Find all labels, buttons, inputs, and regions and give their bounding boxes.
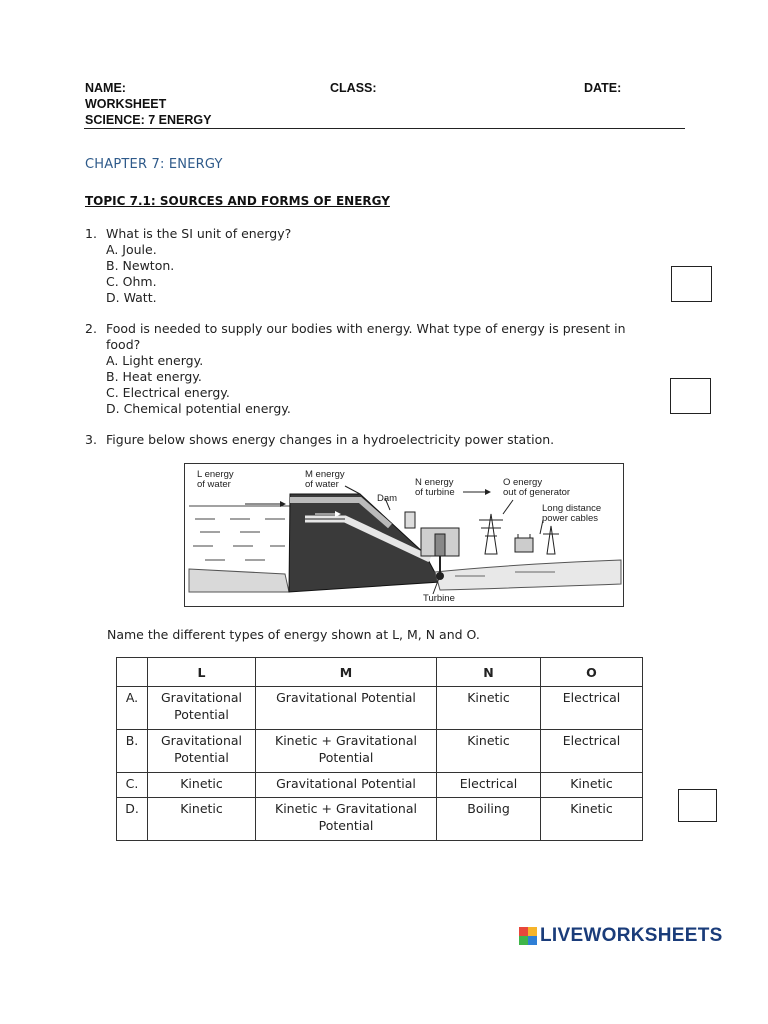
table-row — [117, 798, 643, 841]
table-header-cell: M — [256, 658, 437, 687]
cell-m: Gravitational Potential — [256, 687, 437, 730]
cell-o: Electrical — [541, 730, 643, 773]
row-letter: B. — [117, 730, 148, 773]
liveworksheets-logo — [519, 925, 723, 947]
label-o-energy: O energy out of generator — [503, 477, 571, 498]
question-text: What is the SI unit of energy? — [106, 226, 292, 241]
option-c: C. Ohm. — [106, 274, 157, 289]
row-letter: C. — [117, 773, 148, 798]
question-text: Figure below shows energy changes in a hydroelectricity power station. — [106, 432, 555, 447]
cell-o: Electrical — [541, 687, 643, 730]
hydroelectric-figure — [184, 463, 624, 607]
cell-n: Electrical — [437, 773, 541, 798]
table-header-cell — [117, 658, 148, 687]
cell-m: Kinetic + Gravitational Potential — [256, 730, 437, 773]
label-turbine: Turbine — [423, 593, 455, 604]
question-1 — [85, 226, 685, 306]
header-divider — [84, 128, 685, 129]
liveworksheets-logo-icon — [519, 927, 537, 945]
option-b: B. Heat energy. — [106, 369, 202, 384]
table-header-cell: N — [437, 658, 541, 687]
option-a: A. Light energy. — [106, 353, 204, 368]
chapter-title: CHAPTER 7: ENERGY — [85, 157, 223, 172]
table-header-row — [117, 658, 643, 687]
question-3-prompt: Name the different types of energy shown at L, M, N and O. — [107, 627, 480, 642]
option-d: D. Watt. — [106, 290, 157, 305]
option-c: C. Electrical energy. — [106, 385, 230, 400]
worksheet-label: WORKSHEET — [85, 97, 167, 111]
cell-o: Kinetic — [541, 773, 643, 798]
cell-m: Gravitational Potential — [256, 773, 437, 798]
cell-l: Gravitational Potential — [148, 687, 256, 730]
answer-box-q1[interactable] — [671, 266, 712, 302]
energy-options-table — [116, 657, 643, 841]
label-m-energy: M energy of water — [305, 469, 345, 490]
question-3 — [85, 432, 685, 450]
cell-l: Kinetic — [148, 773, 256, 798]
label-l-energy: L energy of water — [197, 469, 234, 490]
option-d: D. Chemical potential energy. — [106, 401, 291, 416]
label-n-energy: N energy of turbine — [415, 477, 455, 498]
question-2 — [85, 321, 685, 417]
label-power-cables: Long distance power cables — [542, 503, 602, 524]
subject-label: SCIENCE: 7 ENERGY — [85, 113, 212, 127]
option-b: B. Newton. — [106, 258, 175, 273]
question-number: 2. — [85, 321, 97, 336]
answer-box-q3[interactable] — [678, 789, 717, 822]
label-dam: Dam — [377, 493, 398, 504]
cell-n: Kinetic — [437, 730, 541, 773]
table-row — [117, 773, 643, 798]
cell-n: Boiling — [437, 798, 541, 841]
question-text-continued: food? — [106, 337, 141, 352]
cell-m: Kinetic + Gravitational Potential — [256, 798, 437, 841]
question-text: Food is needed to supply our bodies with energy. What type of energy is present in — [106, 321, 626, 336]
cell-l: Kinetic — [148, 798, 256, 841]
table-row — [117, 730, 643, 773]
class-label: CLASS: — [330, 81, 377, 95]
table-row — [117, 687, 643, 730]
row-letter: A. — [117, 687, 148, 730]
question-number: 1. — [85, 226, 97, 241]
logo-text: LIVEWORKSHEETS — [540, 925, 723, 946]
topic-title: TOPIC 7.1: SOURCES AND FORMS OF ENERGY — [85, 194, 390, 208]
table-header-cell: O — [541, 658, 643, 687]
cell-l: Gravitational Potential — [148, 730, 256, 773]
row-letter: D. — [117, 798, 148, 841]
table-header-cell: L — [148, 658, 256, 687]
date-label: DATE: — [584, 81, 622, 95]
answer-box-q2[interactable] — [670, 378, 711, 414]
cell-n: Kinetic — [437, 687, 541, 730]
question-number: 3. — [85, 432, 97, 447]
name-label: NAME: — [85, 81, 126, 95]
option-a: A. Joule. — [106, 242, 157, 257]
cell-o: Kinetic — [541, 798, 643, 841]
